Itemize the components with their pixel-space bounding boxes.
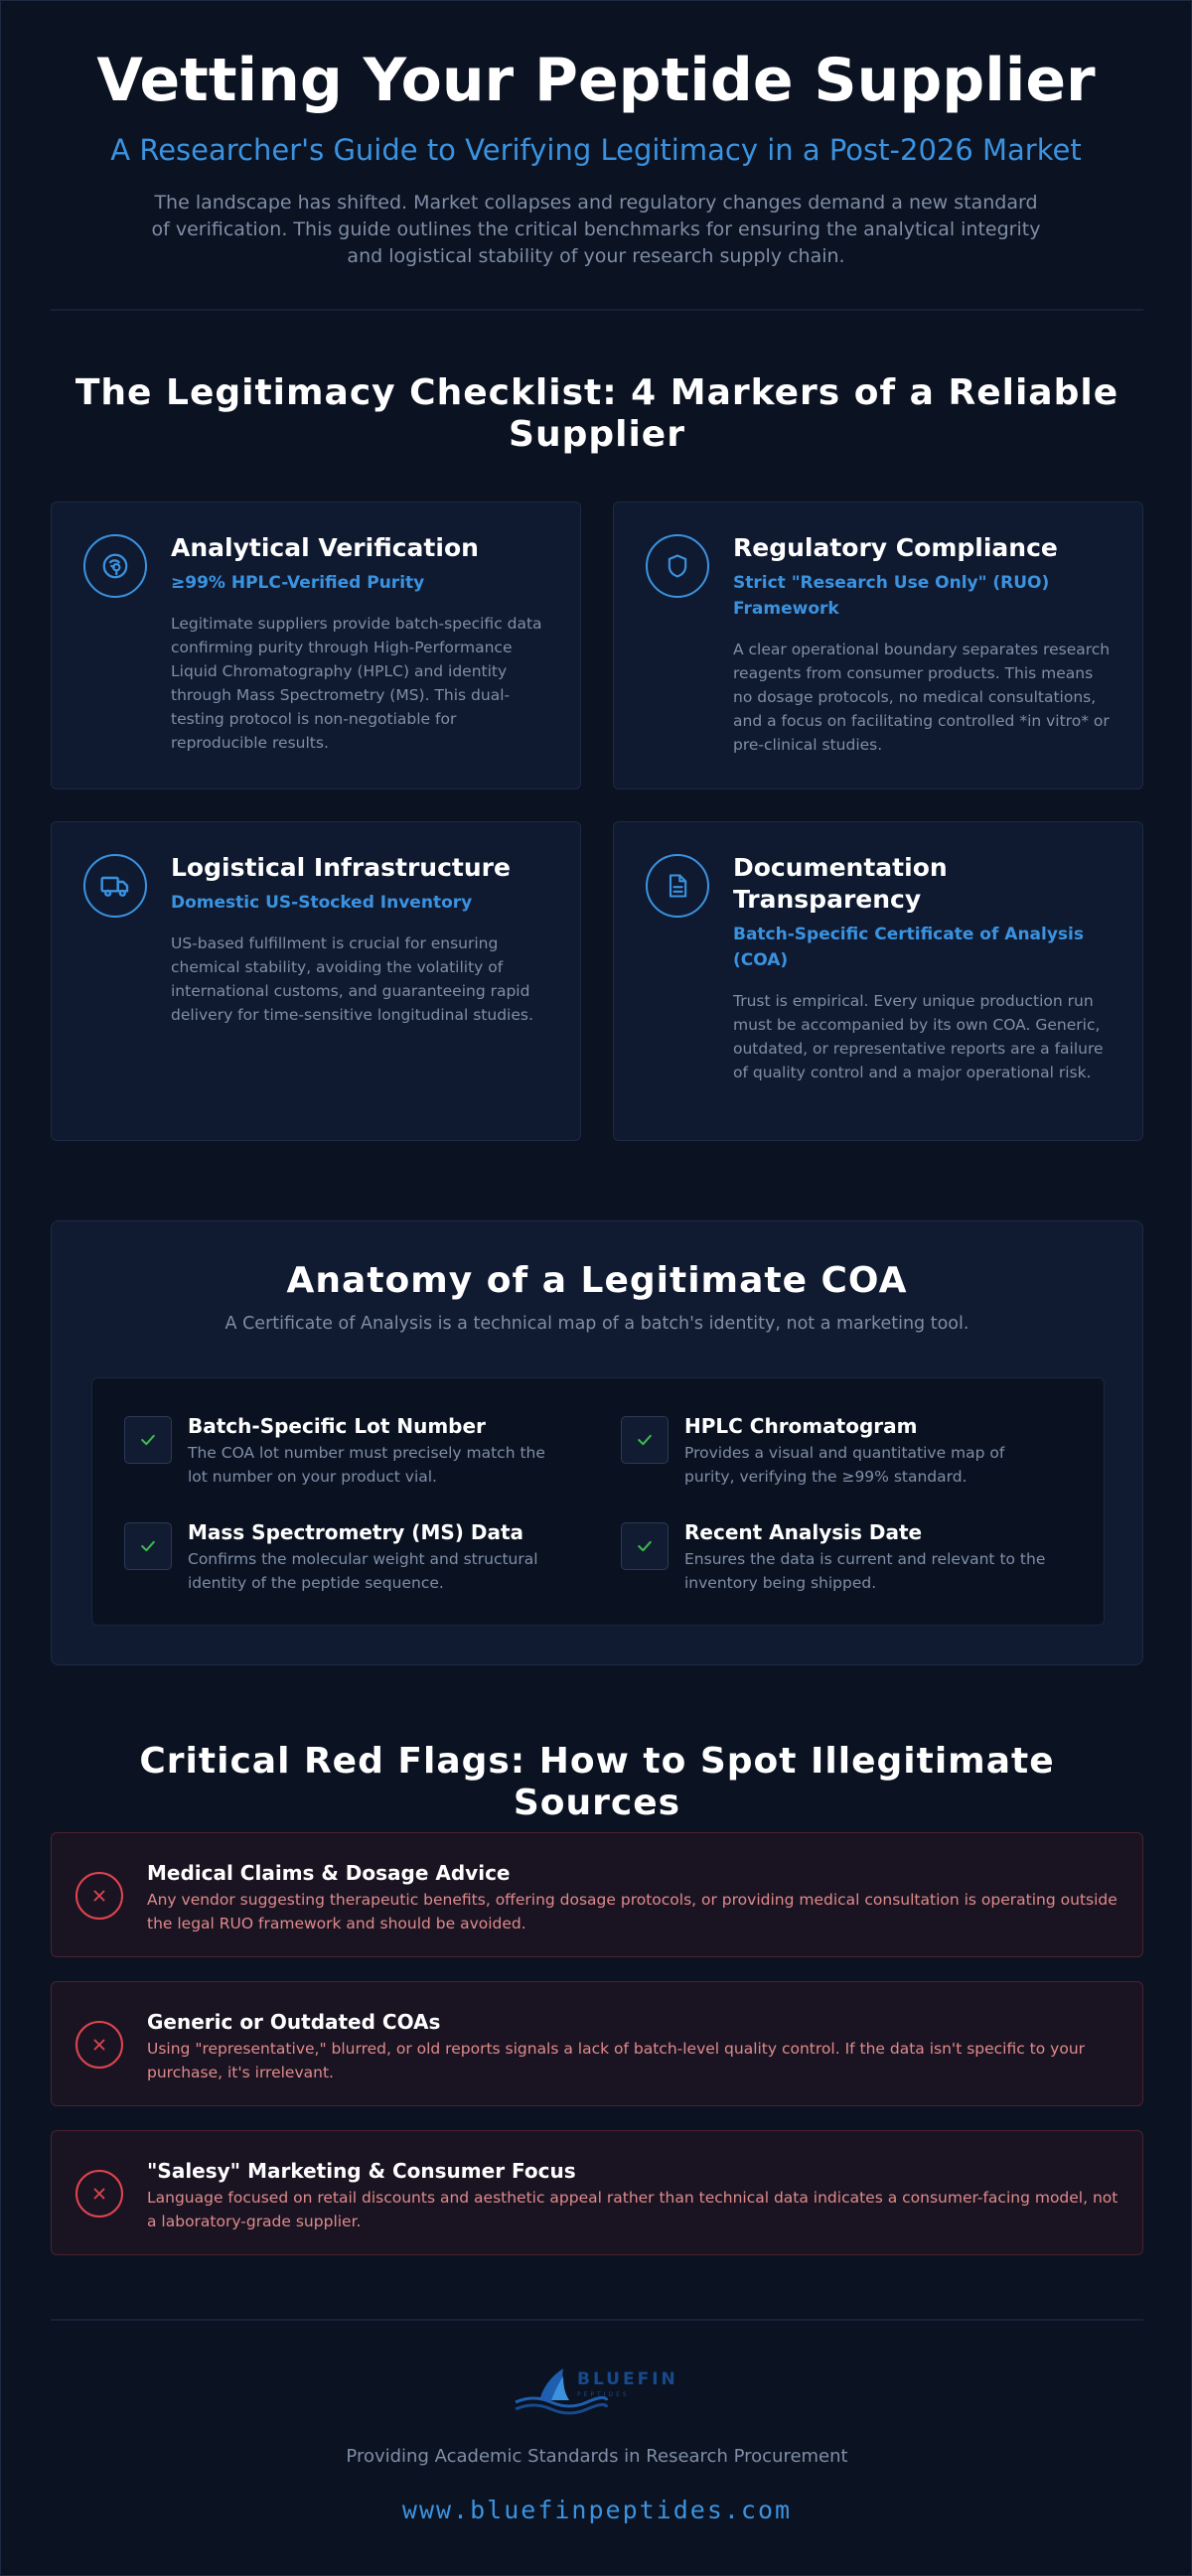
red-flag-title: "Salesy" Marketing & Consumer Focus [147,2159,576,2183]
checkmark-icon [124,1522,172,1570]
shield-icon [646,534,709,598]
card-regulatory-compliance [613,501,1143,789]
checkmark-icon [621,1416,669,1464]
page-title: Vetting Your Peptide Supplier [96,46,1096,115]
checkmark-icon [621,1522,669,1570]
card-text: Legitimate suppliers provide batch-specific data confirming purity through High-Performance Liquid Chromatography (HPLC) and identity through Mass Spectrometry (MS). This dual-testing protocol is non-negotiable for reproducible results. [171,615,542,752]
card-subtitle: Strict "Research Use Only" (RUO) Framework [733,573,1050,619]
red-flag-text: Any vendor suggesting therapeutic benefits, offering dosage protocols, or providing medical consultation is operating outside the legal RUO framework and should be avoided. [147,1891,1118,1932]
red-flag-text: Language focused on retail discounts and aesthetic appeal rather than technical data indicates a consumer-facing model, not a laboratory-grade supplier. [147,2189,1118,2230]
coa-item-text: Ensures the data is current and relevant to the inventory being shipped. [684,1550,1046,1592]
card-title: Analytical Verification [171,533,479,562]
footer-tagline: Providing Academic Standards in Research Procurement [346,2446,848,2467]
red-flags-title: Critical Red Flags: How to Spot Illegitimate Sources [139,1741,1055,1823]
close-icon [75,2021,123,2069]
card-subtitle: Domestic US-Stocked Inventory [171,893,473,913]
logo-subtext: PEPTIDES [577,2391,630,2398]
coa-item-text: Provides a visual and quantitative map of purity, verifying the ≥99% standard. [684,1444,1005,1486]
bluefin-logo [512,2357,682,2418]
coa-section [51,1220,1143,1665]
coa-item-title: Recent Analysis Date [684,1520,923,1544]
divider [51,2319,1143,2321]
card-analytical-verification [51,501,581,789]
coa-item-title: Batch-Specific Lot Number [188,1414,486,1438]
document-icon [646,854,709,918]
coa-item-text: The COA lot number must precisely match the lot number on your product vial. [188,1444,545,1486]
card-logistical-infrastructure [51,821,581,1141]
coa-item-title: HPLC Chromatogram [684,1414,918,1438]
checkmark-icon [124,1416,172,1464]
red-flag-title: Generic or Outdated COAs [147,2010,441,2034]
card-title: Logistical Infrastructure [171,853,511,882]
red-flag-item [51,1981,1143,2106]
card-subtitle: ≥99% HPLC-Verified Purity [171,573,425,593]
card-subtitle: Batch-Specific Certificate of Analysis (COA) [733,925,1084,970]
divider [51,309,1143,311]
card-title: Regulatory Compliance [733,533,1058,562]
red-flag-title: Medical Claims & Dosage Advice [147,1861,511,1885]
red-flag-item [51,2130,1143,2255]
hero [1,1,1191,270]
truck-icon [83,854,147,918]
close-icon [75,1872,123,1920]
page-subtitle: A Researcher's Guide to Verifying Legitimacy in a Post-2026 Market [110,133,1082,167]
card-text: Trust is empirical. Every unique production run must be accompanied by its own COA. Generic, outdated, or representative reports are a failure of quality control and a major operational risk. [733,992,1104,1081]
card-text: A clear operational boundary separates research reagents from consumer products. This means no dosage protocols, no medical consultations, and a focus on facilitating controlled *in vitro* or pre-clinical studies. [733,641,1111,754]
red-flag-text: Using "representative," blurred, or old reports signals a lack of batch-level quality control. If the data isn't specific to your purchase, it's irrelevant. [147,2040,1086,2081]
intro-paragraph: The landscape has shifted. Market collapses and regulatory changes demand a new standard of verification. This guide outlines the critical benchmarks for ensuring the analytical integrity and logistical stability of your research supply chain. [151,192,1041,267]
close-icon [75,2170,123,2218]
red-flag-item [51,1832,1143,1957]
logo-wordmark: BLUEFIN [577,2369,678,2389]
card-title: Documentation Transparency [733,853,948,914]
checklist-title: The Legitimacy Checklist: 4 Markers of a Reliable Supplier [74,372,1119,455]
microscope-icon [83,534,147,598]
coa-title: Anatomy of a Legitimate COA [286,1260,908,1301]
coa-subtitle: A Certificate of Analysis is a technical map of a batch's identity, not a marketing tool. [224,1314,969,1334]
card-text: US-based fulfillment is crucial for ensuring chemical stability, avoiding the volatility of international customs, and guaranteeing rapid delivery for time-sensitive longitudinal studies. [171,934,533,1024]
coa-item-text: Confirms the molecular weight and structural identity of the peptide sequence. [188,1550,538,1592]
coa-checklist [91,1377,1105,1626]
card-documentation-transparency [613,821,1143,1141]
coa-item-title: Mass Spectrometry (MS) Data [188,1520,524,1544]
footer-url-link[interactable]: www.bluefinpeptides.com [401,2496,793,2524]
